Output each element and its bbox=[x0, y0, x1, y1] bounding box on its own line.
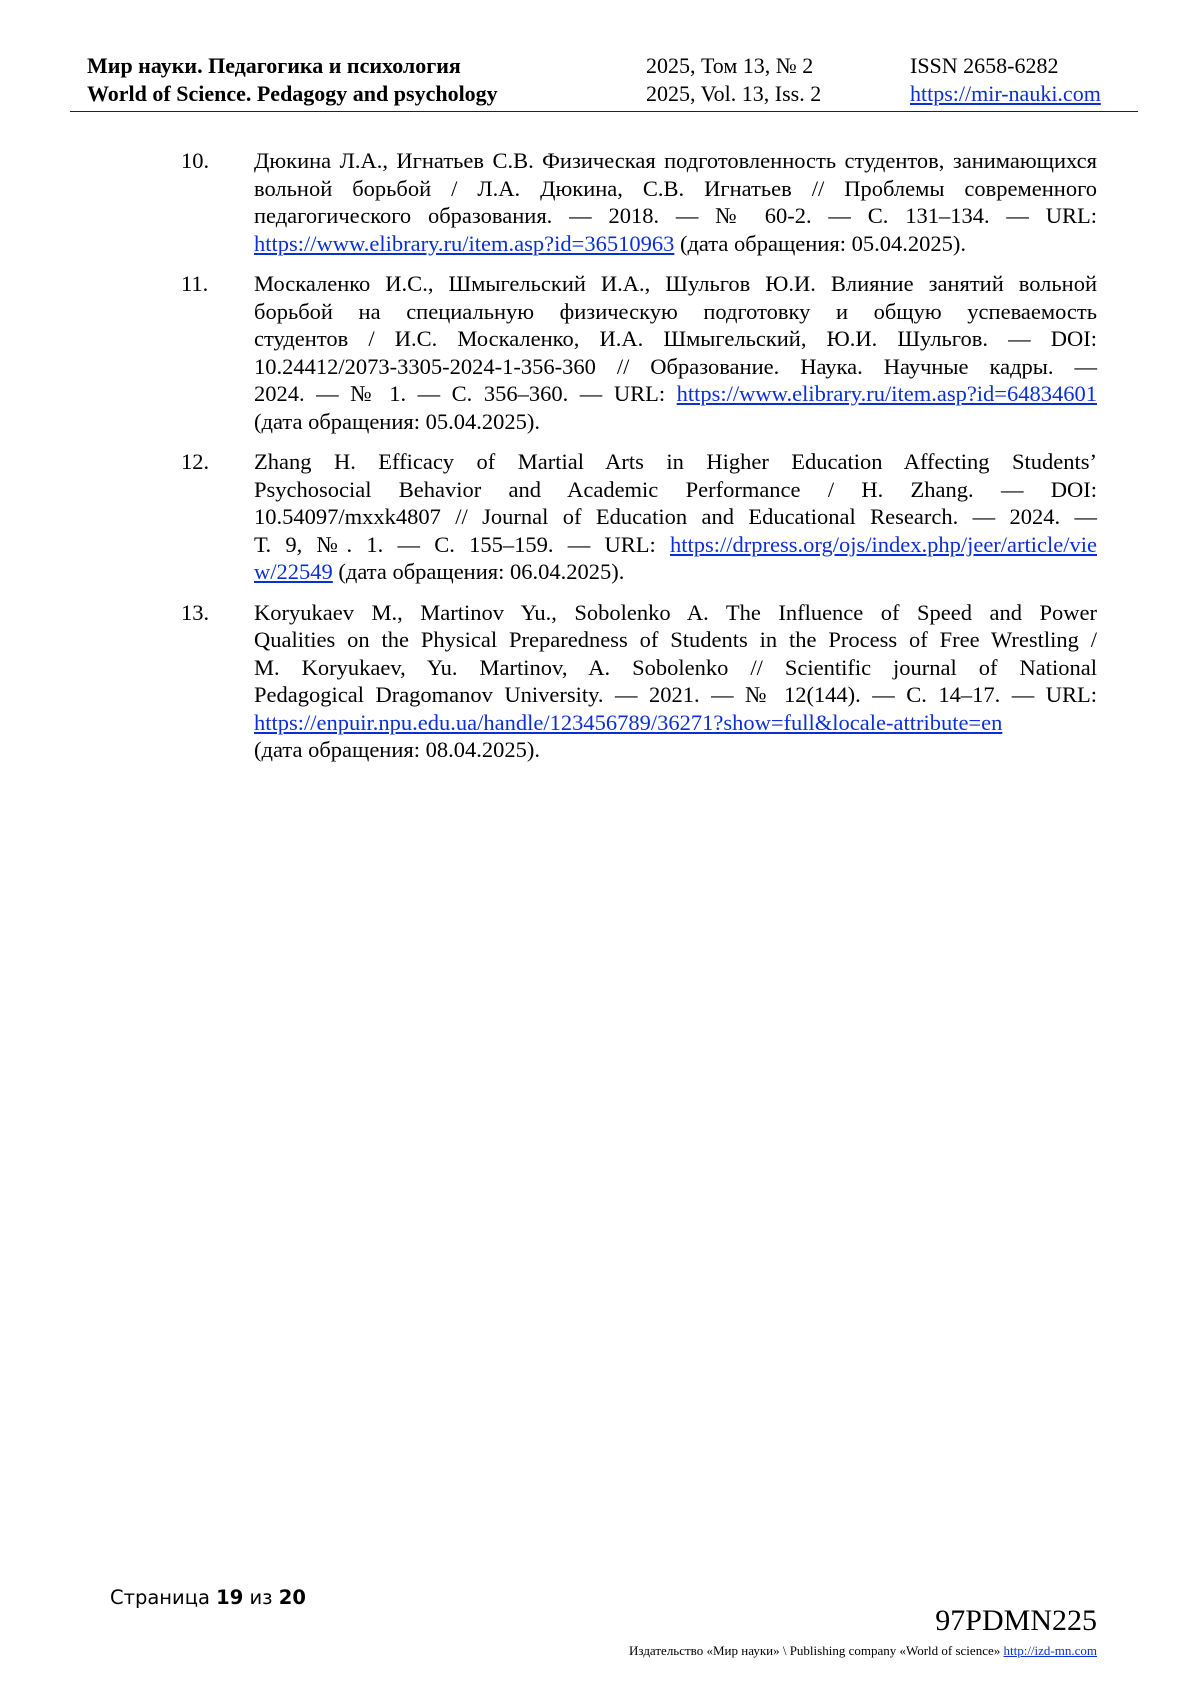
journal-header bbox=[87, 52, 1122, 110]
journal-title-en: World of Science. Pedagogy and psychology bbox=[87, 81, 498, 106]
header-row-ru bbox=[87, 52, 1122, 80]
page-of: из bbox=[249, 1586, 273, 1609]
reference-item-12 bbox=[181, 448, 1097, 586]
reference-url-link-continued[interactable]: w/22549 bbox=[254, 559, 333, 584]
volume-ru: 2025, Том 13, № 2 bbox=[646, 53, 814, 78]
page-counter bbox=[110, 1585, 306, 1611]
reference-url-link[interactable]: https://www.elibrary.ru/item.asp?id=36510963 bbox=[254, 230, 675, 256]
reference-line: Psychosocial Behavior and Academic Performance / H. Zhang. — DOI: bbox=[254, 476, 1097, 502]
page-label: Страница bbox=[110, 1586, 210, 1609]
access-date: (дата обращения: 05.04.2025). bbox=[254, 408, 540, 434]
header-row-en bbox=[87, 80, 1122, 108]
total-pages: 20 bbox=[278, 1586, 306, 1609]
reference-url-link[interactable]: https://enpuir.npu.edu.ua/handle/123456789/36271?show=full&locale-attribute=en bbox=[254, 709, 1003, 735]
reference-line: 10.24412/2073-3305-2024-1-356-360 // Образование. Наука. Научные кадры. — bbox=[254, 353, 1097, 379]
reference-item-13 bbox=[181, 599, 1097, 764]
reference-list bbox=[181, 147, 1097, 777]
current-page: 19 bbox=[216, 1586, 244, 1609]
reference-line: 10.54097/mxxk4807 // Journal of Education and Educational Research. — 2024. — bbox=[254, 504, 1097, 529]
reference-line: студентов / И.С. Москаленко, И.А. Шмыгельский, Ю.И. Шульгов. — DOI: bbox=[254, 326, 1097, 351]
reference-text bbox=[254, 448, 1097, 586]
volume-en: 2025, Vol. 13, Iss. 2 bbox=[646, 81, 822, 106]
reference-line: Qualities on the Physical Preparedness of Students in the Process of Free Wrestling / bbox=[254, 627, 1097, 652]
reference-line: Koryukaev M., Martinov Yu., Sobolenko A. The Influence of Speed and Power bbox=[254, 599, 1097, 625]
access-date: (дата обращения: 08.04.2025). bbox=[254, 737, 540, 762]
publisher-link[interactable]: http://izd-mn.com bbox=[1003, 1643, 1097, 1658]
reference-number: 11. bbox=[181, 271, 209, 296]
reference-line: вольной борьбой / Л.А. Дюкина, С.В. Игнатьев // Проблемы современного bbox=[254, 175, 1097, 201]
reference-url-link[interactable]: https://www.elibrary.ru/item.asp?id=64834601 bbox=[676, 381, 1097, 406]
reference-line bbox=[254, 709, 1097, 737]
journal-site-link[interactable]: https://mir-nauki.com bbox=[910, 81, 1101, 106]
publisher-line bbox=[629, 1643, 1097, 1659]
reference-text bbox=[254, 270, 1097, 435]
reference-line: Дюкина Л.А., Игнатьев С.В. Физическая подготовленность студентов, занимающихся bbox=[254, 148, 1097, 173]
reference-line: M. Koryukaev, Yu. Martinov, A. Sobolenko // Scientific journal of National bbox=[254, 654, 1097, 680]
issn: ISSN 2658-6282 bbox=[910, 53, 1059, 78]
reference-text bbox=[254, 599, 1097, 764]
header-divider bbox=[70, 111, 1138, 112]
reference-line: Москаленко И.С., Шмыгельский И.А., Шульгов Ю.И. Влияние занятий вольной bbox=[254, 271, 1097, 296]
article-code: 97PDMN225 bbox=[935, 1604, 1097, 1637]
publisher-text: Издательство «Мир науки» \ Publishing company «World of science» bbox=[629, 1643, 1001, 1658]
access-date: (дата обращения: 06.04.2025). bbox=[332, 559, 625, 584]
reference-item-11 bbox=[181, 270, 1097, 435]
reference-item-10 bbox=[181, 147, 1097, 257]
reference-line: Zhang H. Efficacy of Martial Arts in Higher Education Affecting Students’ bbox=[254, 449, 1097, 474]
reference-number: 12. bbox=[181, 449, 210, 474]
reference-line: Т. 9, №. 1. — С. 155–159. — URL: https://drpress.org/ojs/index.php/jeer/article/vie bbox=[254, 531, 1097, 557]
reference-line: 2024. — № 1. — С. 356–360. — URL: https://www.elibrary.ru/item.asp?id=64834601 bbox=[254, 381, 1097, 406]
reference-line: Pedagogical Dragomanov University. — 2021. — № 12(144). — С. 14–17. — URL: bbox=[254, 682, 1097, 707]
reference-line: педагогического образования. — 2018. — № 60-2. — С. 131–134. — URL: bbox=[254, 203, 1097, 228]
reference-number: 13. bbox=[181, 599, 210, 625]
reference-line bbox=[254, 230, 1097, 258]
access-date: (дата обращения: 05.04.2025). bbox=[674, 230, 966, 256]
reference-text bbox=[254, 147, 1097, 257]
reference-number: 10. bbox=[181, 148, 210, 173]
reference-line bbox=[254, 558, 1097, 586]
reference-url-link[interactable]: https://drpress.org/ojs/index.php/jeer/article/vie bbox=[670, 531, 1097, 557]
journal-title-ru: Мир науки. Педагогика и психология bbox=[87, 53, 461, 78]
reference-line: борьбой на специальную физическую подготовку и общую успеваемость bbox=[254, 298, 1097, 324]
